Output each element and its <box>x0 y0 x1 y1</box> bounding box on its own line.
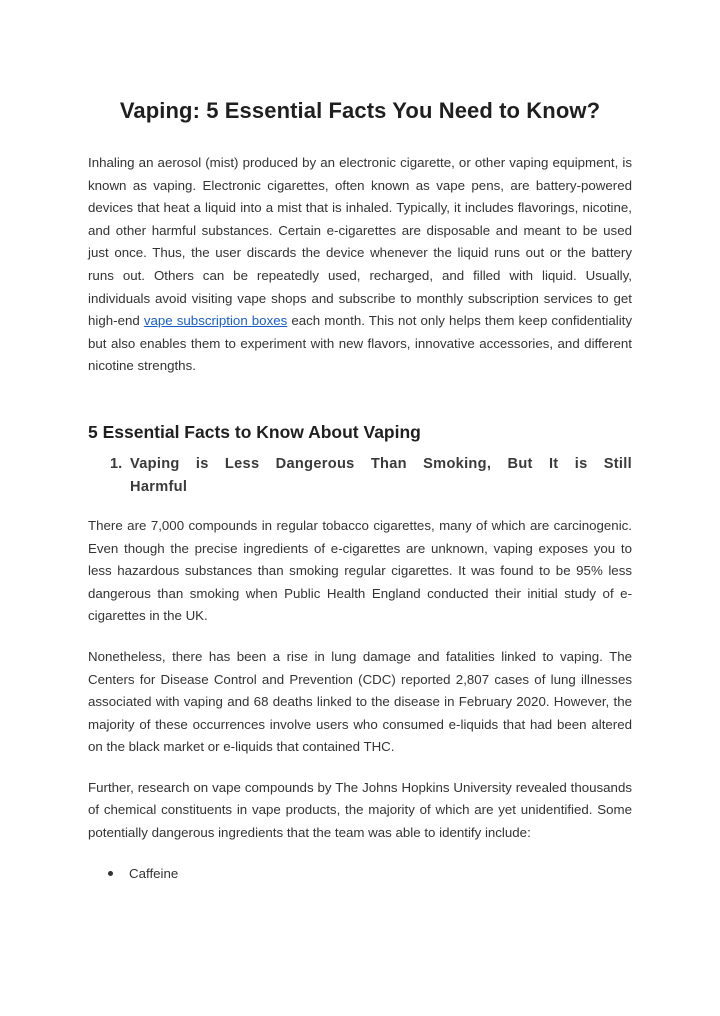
vape-subscription-boxes-link[interactable]: vape subscription boxes <box>143 313 288 329</box>
intro-paragraph <box>88 152 632 378</box>
list-item-text: Caffeine <box>129 865 179 881</box>
subsection-heading-text: Vaping is Less Dangerous Than Smoking, But It is Still Harmful <box>130 455 632 495</box>
intro-text-after-link: each month. This not only helps them keep confidentiality but also enables them to experiment with new flavors, innovative accessories, and different nicotine strengths. <box>88 313 633 374</box>
paragraph-compounds: There are 7,000 compounds in regular tobacco cigarettes, many of which are carcinogenic. Even though the precise ingredients of e-cigarettes are unknown, vaping exposes you to less hazardous substances than smoking regular cigarettes. It was found to be 95% less dangerous than smoking when Public Health England conducted their initial study of e-cigarettes in the UK. <box>88 517 632 624</box>
paragraph-lung-damage: Nonetheless, there has been a rise in lung damage and fatalities linked to vaping. The Centers for Disease Control and Prevention (CDC) reported 2,807 cases of lung illnesses associated with vaping and 68 deaths linked to the disease in February 2020. However, the majority of these occurrences involve users who consumed e-liquids that had been altered on the black market or e-liquids that contained THC. <box>88 648 632 755</box>
intro-text-before-link: Inhaling an aerosol (mist) produced by an electronic cigarette, or other vaping equipment, is known as vaping. Electronic cigarettes, often known as vape pens, are battery-powered devices that heat a liquid into a mist that is inhaled. Typically, it includes flavorings, nicotine, and other harmful substances. Certain e-cigarettes are disposable and meant to be used just once. Thus, the user discards the device whenever the liquid runs out or the battery runs out. Others can be repeatedly used, recharged, and filled with liquid. Usually, individuals avoid visiting vape shops and subscribe to monthly subscription services to get high-end <box>88 155 632 329</box>
list-item <box>108 863 632 885</box>
subsection-heading <box>88 453 632 499</box>
ingredient-list <box>88 863 632 885</box>
bullet-icon <box>108 871 113 876</box>
document-title: Vaping: 5 Essential Facts You Need to Know? <box>119 98 601 123</box>
section-heading: 5 Essential Facts to Know About Vaping <box>88 421 421 442</box>
paragraph-research: Further, research on vape compounds by The Johns Hopkins University revealed thousands of chemical constituents in vape products, the majority of which are yet unidentified. Some potentially dangerous ingredients that the team was able to identify include: <box>88 779 632 841</box>
subsection-number: 1. <box>110 455 123 472</box>
